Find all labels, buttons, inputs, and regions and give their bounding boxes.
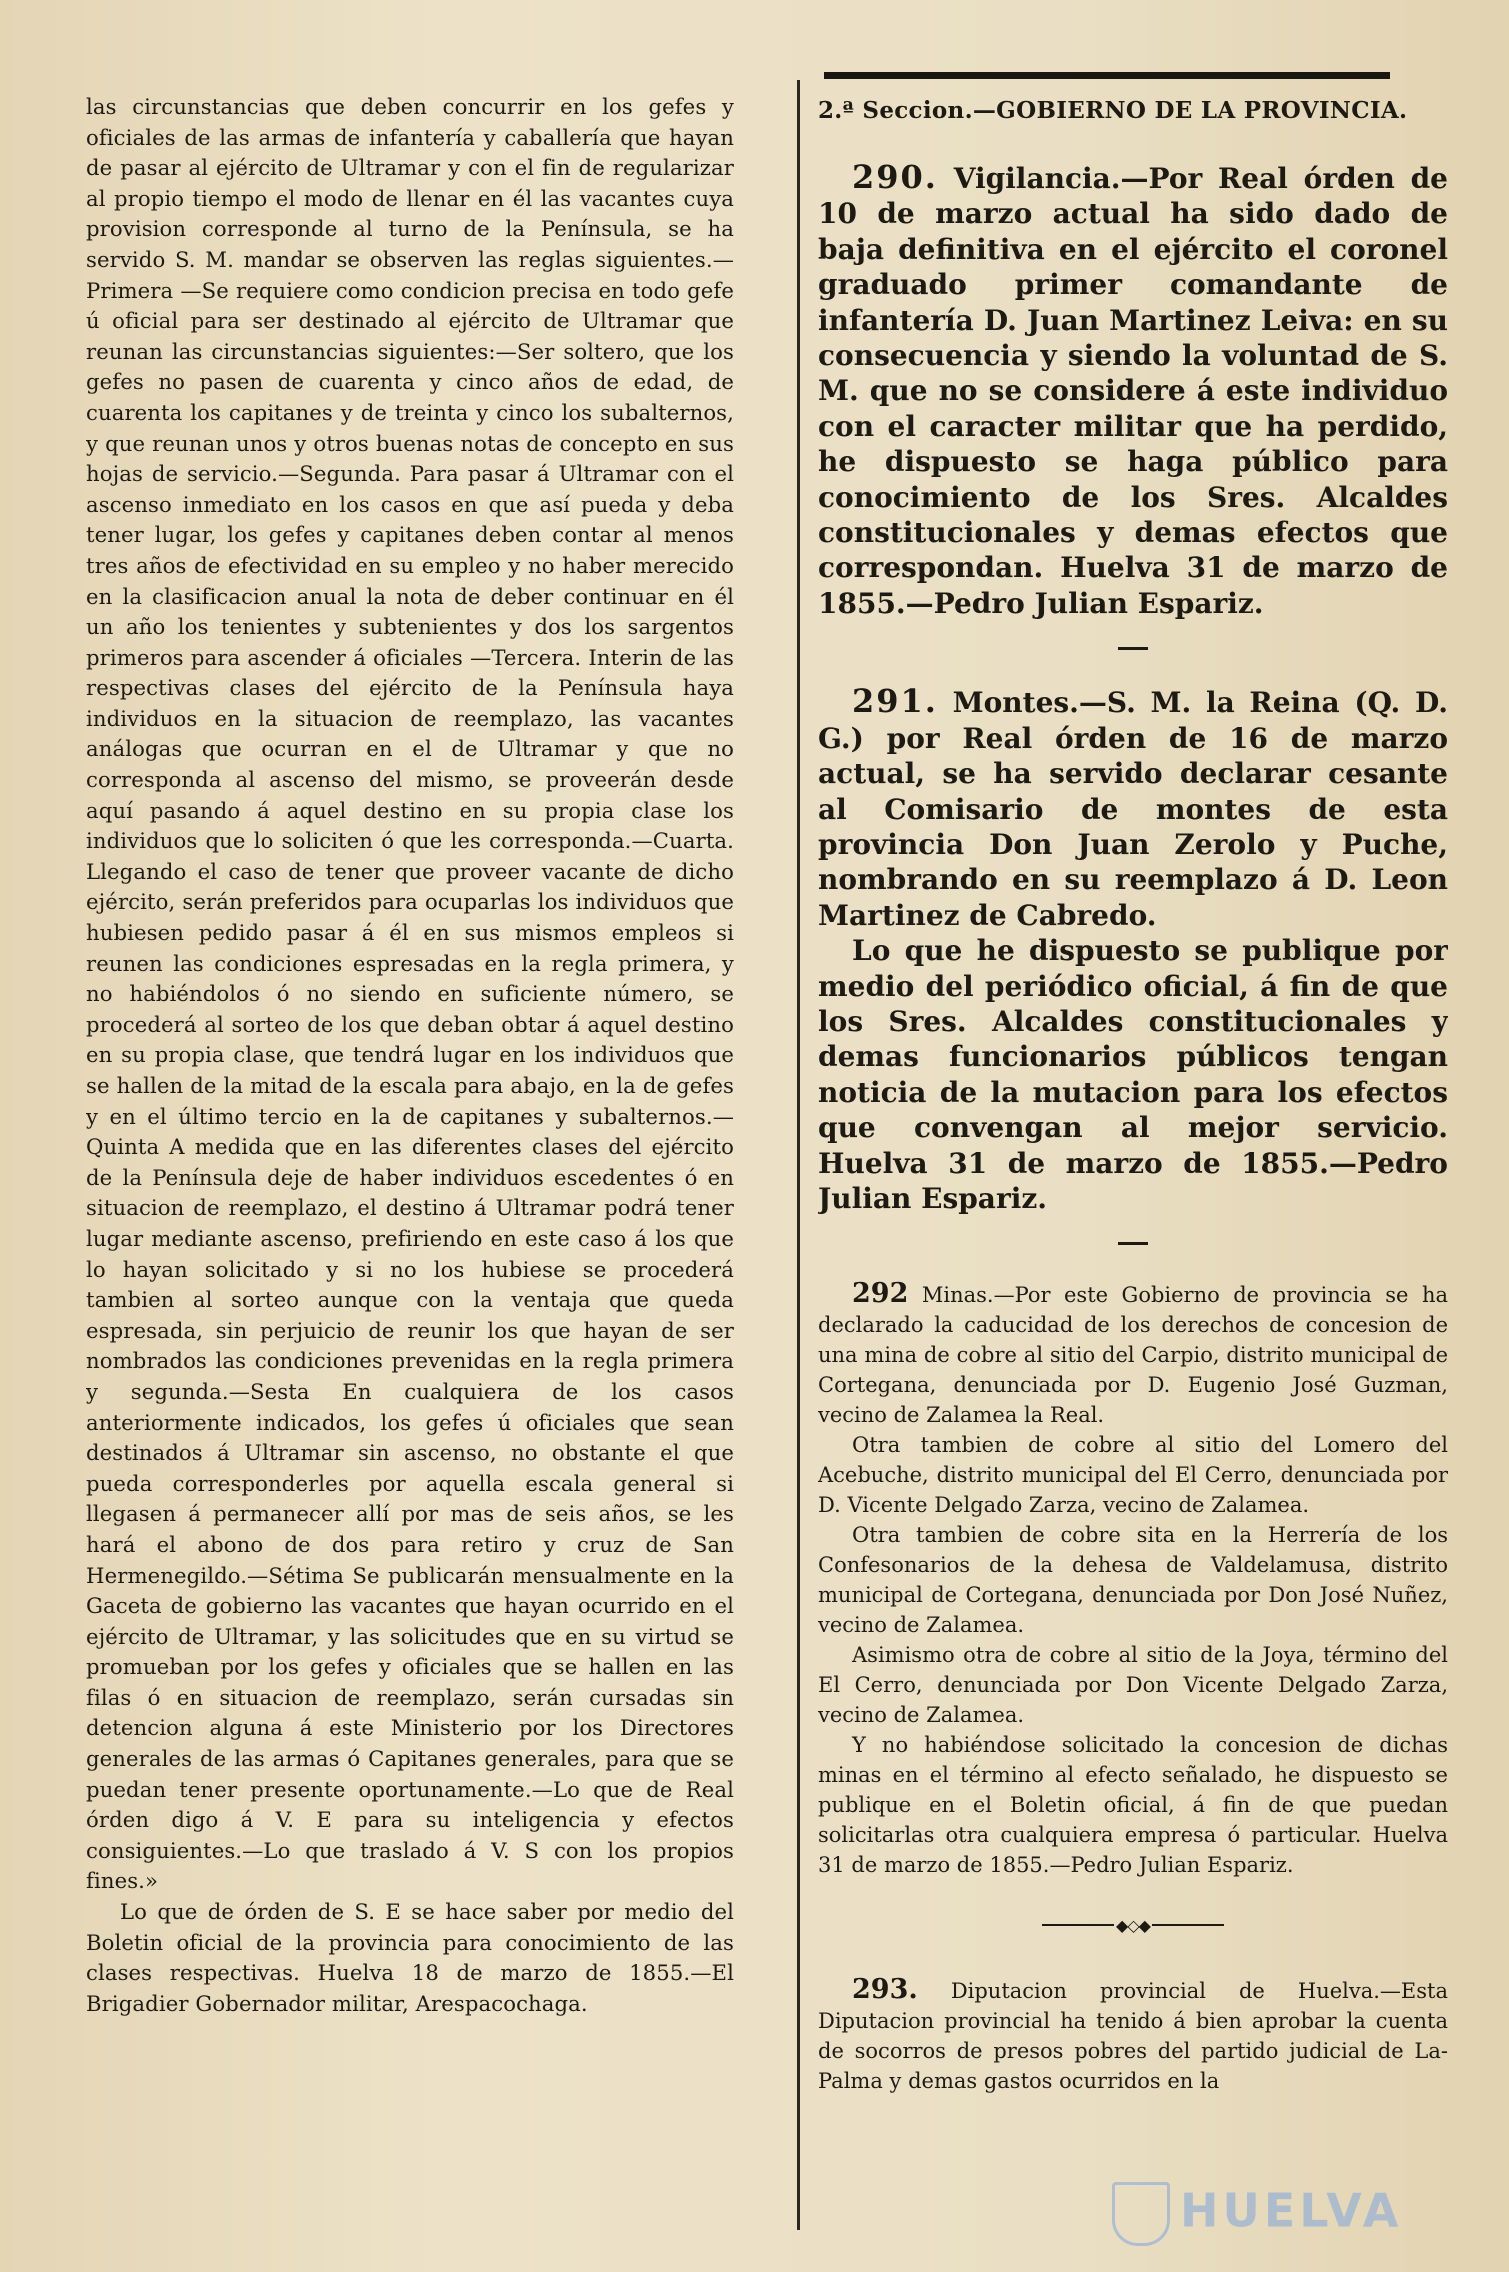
notice-text: Montes.—S. M. la Reina (Q. D. G.) por Real órden de 16 de marzo actual, se ha servido declarar cesante al Comisario de montes de esta provincia Don Juan Zerolo y Puche, nombrando en su reemplazo á D. Leon Martinez de Cabredo. <box>818 686 1448 932</box>
notice-text: Vigilancia.—Por Real órden de 10 de marzo actual ha sido dado de baja definitiva en el ejército el coronel graduado primer comandante de infantería D. Juan Martinez Leiva: en su consecuencia y siendo la voluntad de S. M. que no se considere á este individuo con el caracter militar que ha perdido, he dispuesto se haga público para conocimiento de los Sres. Alcaldes constitucionales y demas efectos que correspondan. Huelva 31 de marzo de 1855.—Pedro Julian Espariz. <box>818 162 1448 620</box>
notice-text: Diputacion provincial de Huelva.—Esta Diputacion provincial ha tenido á bien aprobar la cuenta de socorros de presos pobres del partido judicial de La-Palma y demas gastos ocurridos en la <box>818 1979 1448 2094</box>
left-column <box>86 92 734 2222</box>
notice-text: Y no habiéndose solicitado la concesion de dichas minas en el término al efecto señalado, he dispuesto se publique en el Boletin oficial, á fin de que puedan solicitarlas otra cualquiera empresa ó particular. Huelva 31 de marzo de 1855.—Pedro Julian Espariz. <box>818 1733 1448 1878</box>
notice-number: 290. <box>852 158 938 196</box>
section-title: 2.ª Seccion.—GOBIERNO DE LA PROVINCIA. <box>818 97 1408 124</box>
notice-text: Asimismo otra de cobre al sitio de la Joya, término del El Cerro, denunciada por Don Vicente Delgado Zarza, vecino de Zalamea. <box>818 1643 1448 1728</box>
separator-dash <box>1118 1242 1148 1245</box>
notice-290 <box>818 160 1448 621</box>
notice-number: 291. <box>852 682 938 721</box>
notice-number: 293. <box>852 1974 918 2006</box>
shield-icon <box>1112 2182 1170 2246</box>
military-order-text: las circunstancias que deben concurrir en los gefes y oficiales de las armas de infantería y caballería que hayan de pasar al ejército de Ultramar y con el fin de regularizar al propio tiempo el modo de llenar en él las vacantes cuya provision corresponde al turno de la Península, se ha servido S. M. mandar se observen las reglas siguientes.—Primera —Se requiere como condicion precisa en todo gefe ú oficial para ser destinado al ejército de Ultramar que reunan las circunstancias siguientes:—Ser soltero, que los gefes no pasen de cuarenta y cinco años de edad, de cuarenta los capitanes y de treinta y cinco los subalternos, y que reunan unos y otros buenas notas de concepto en sus hojas de servicio.—Segunda. Para pasar á Ultramar con el ascenso inmediato en los casos en que así pueda y deba tener lugar, los gefes y capitanes deben contar al menos tres años de efectividad en su empleo y no haber merecido en la clasificacion anual la nota de deber continuar en él un año los tenientes y subtenientes y dos los sargentos primeros para ascender á oficiales —Tercera. Interin de las respectivas clases del ejército de la Península haya individuos en la situacion de reemplazo, las vacantes análogas que ocurran en el de Ultramar y que no corresponda al ascenso del mismo, se proveerán desde aquí pasando á aquel destino en su propia clase los individuos que lo soliciten ó que les corresponda.—Cuarta. Llegando el caso de tener que proveer vacante de dicho ejército, serán preferidos para ocuparlas los individuos que hubiesen pedido pasar á él en sus mismos empleos si reunen las condiciones espresadas en la regla primera, y no habiéndolos ó no siendo en suficiente número, se procederá al sorteo de los que deban obtar á aquel destino en su propia clase, que tendrá lugar en los individuos que se hallen de la mitad de la escala para abajo, en la de gefes y en el último tercio en la de capitanes y subalternos.—Quinta A medida que en las diferentes clases del ejército de la Península deje de haber individuos escedentes ó en situacion de reemplazo, el destino á Ultramar podrá tener lugar mediante ascenso, prefiriendo en este caso á los que lo hayan solicitado y si no los hubiese se procederá tambien al sorteo aunque con la ventaja que queda espresada, sin perjuicio de reunir los que hayan de ser nombrados las condiciones prevenidas en la regla primera y segunda.—Sesta En cualquiera de los casos anteriormente indicados, los gefes ú oficiales que sean destinados á Ultramar sin ascenso, no obstante el que pueda corresponderles por aquella escala general si llegasen á permanecer allí por mas de seis años, se les hará el abono de dos para retiro y cruz de San Hermenegildo.—Sétima Se publicarán mensualmente en la Gaceta de gobierno las vacantes que hayan ocurrido en el ejército de Ultramar, y las solicitudes que en su virtud se promueban por los gefes y oficiales que se hallen en las filas ó en situacion de reemplazo, serán cursadas sin detencion alguna á este Ministerio por los Directores generales de las armas ó Capitanes generales, para que se puedan tener presente oportunamente.—Lo que de Real órden digo á V. E para su inteligencia y efectos consiguientes.—Lo que traslado á V. S con los propios fines.» <box>86 94 734 1894</box>
notice-291 <box>818 684 1448 1216</box>
right-column <box>818 72 1448 2232</box>
notice-text: Otra tambien de cobre al sitio del Lomero del Acebuche, distrito municipal del El Cerro, denunciada por D. Vicente Delgado Zarza, vecino de Zalamea. <box>818 1433 1448 1518</box>
archive-watermark <box>1112 2182 1432 2252</box>
notice-293 <box>818 1975 1448 2096</box>
top-rule <box>824 72 1390 79</box>
notice-text: Lo que he dispuesto se publique por medio del periódico oficial, á fin de que los Sres. Alcaldes constitucionales y demas funcionarios públicos tengan noticia de la mutacion para los efectos que convengan al mejor servicio. Huelva 31 de marzo de 1855.—Pedro Julian Espariz. <box>818 934 1448 1215</box>
notice-number: 292 <box>852 1278 909 1310</box>
column-divider <box>797 80 800 2230</box>
military-order-closing: Lo que de órden de S. E se hace saber por medio del Boletin oficial de la provincia para conocimiento de las clases respectivas. Huelva 18 de marzo de 1855.—El Brigadier Gobernador militar, Arespacochaga. <box>86 1899 734 2016</box>
separator-dash <box>1118 647 1148 650</box>
notice-text: Minas.—Por este Gobierno de provincia se ha declarado la caducidad de los derechos de concesion de una mina de cobre al sitio del Carpio, distrito municipal de Cortegana, denunciada por D. Eugenio José Guzman, vecino de Zalamea la Real. <box>818 1283 1448 1428</box>
ornamental-separator: ◆◇◆ <box>818 1914 1448 1935</box>
notice-292 <box>818 1279 1448 1880</box>
watermark-text: HUELVA <box>1180 2183 1403 2238</box>
notice-text: Otra tambien de cobre sita en la Herrería de los Confesonarios de la dehesa de Valdelamusa, distrito municipal de Cortegana, denunciada por Don José Nuñez, vecino de Zalamea. <box>818 1523 1448 1638</box>
